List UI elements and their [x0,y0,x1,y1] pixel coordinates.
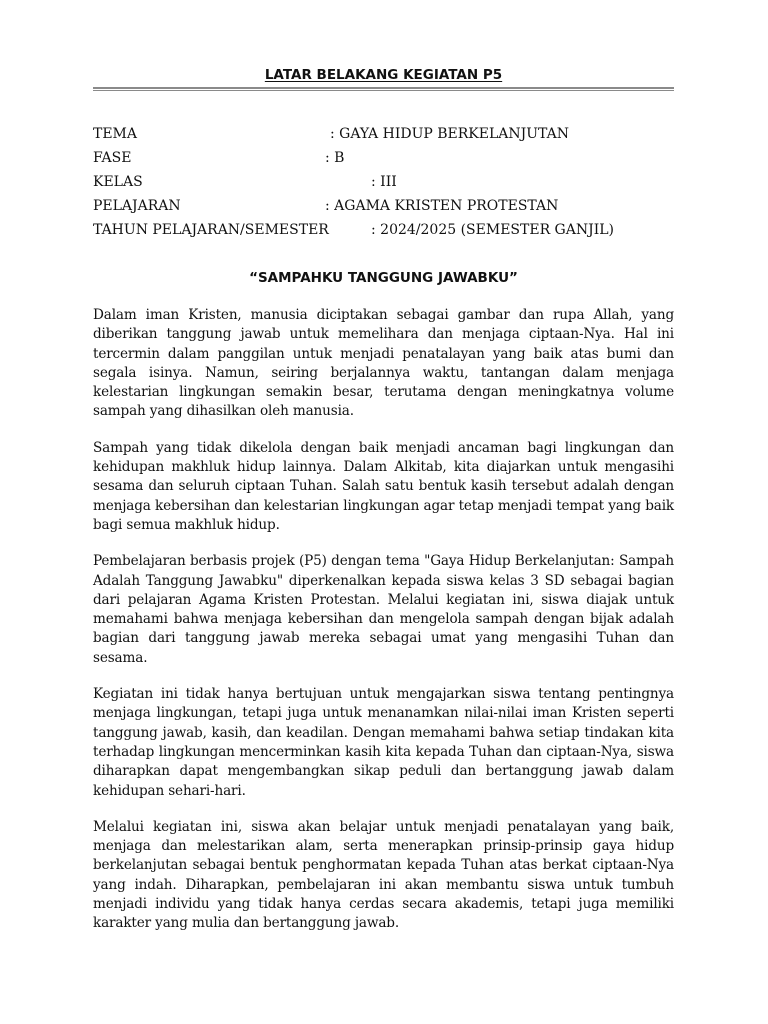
meta-value: : 2024/2025 (SEMESTER GANJIL) [371,222,615,238]
meta-row-fase [93,146,674,170]
paragraph: Melalui kegiatan ini, siswa akan belajar untuk menjadi penatalayan yang baik, menjaga dan melestarikan alam, serta menerapkan prinsip-prinsip gaya hidup berkelanjutan sebagai bentuk penghormatan kepada Tuhan atas berkat ciptaan-Nya yang indah. Diharapkan, pembelajaran ini akan membantu siswa untuk tumbuh menjadi individu yang tidak hanya cerdas secara akademis, tetapi juga memiliki karakter yang mulia dan bertanggung jawab. [93,818,674,932]
title-divider [93,87,674,91]
document-page [93,66,674,951]
meta-value: : GAYA HIDUP BERKELANJUTAN [330,126,569,142]
meta-label: TEMA [93,126,138,142]
meta-label: PELAJARAN [93,198,181,214]
metadata-block [93,122,674,242]
meta-value: : AGAMA KRISTEN PROTESTAN [325,198,559,214]
section-subtitle: “SAMPAHKU TANGGUNG JAWABKU” [249,270,518,286]
paragraph: Kegiatan ini tidak hanya bertujuan untuk mengajarkan siswa tentang pentingnya menjaga lingkungan, tetapi juga untuk menanamkan nilai-nilai iman Kristen seperti tanggung jawab, kasih, dan keadilan. Dengan memahami bahwa setiap tindakan kita terhadap lingkungan mencerminkan kasih kita kepada Tuhan dan ciptaan-Nya, siswa diharapkan dapat mengembangkan sikap peduli dan bertanggung jawab dalam kehidupan sehari-hari. [93,686,674,799]
body-text [93,306,674,934]
paragraph: Pembelajaran berbasis projek (P5) dengan tema "Gaya Hidup Berkelanjutan: Sampah Adalah Tanggung Jawabku" diperkenalkan kepada siswa kelas 3 SD sebagai bagian dari pelajaran Agama Kristen Protestan. Melalui kegiatan ini, siswa diajak untuk memahami bahwa menjaga kebersihan dan mengelola sampah dengan bijak adalah bagian dari tanggung jawab mereka sebagai umat yang mengasihi Tuhan dan sesama. [93,553,674,666]
meta-row-pelajaran [93,194,674,218]
meta-label: FASE [93,150,132,166]
paragraph: Sampah yang tidak dikelola dengan baik menjadi ancaman bagi lingkungan dan kehidupan makhluk hidup lainnya. Dalam Alkitab, kita diajarkan untuk mengasihi sesama dan seluruh ciptaan Tuhan. Salah satu bentuk kasih tersebut adalah dengan menjaga kebersihan dan kelestarian lingkungan agar tetap menjadi tempat yang baik bagi semua makhluk hidup. [93,439,674,533]
meta-row-kelas [93,170,674,194]
meta-label: TAHUN PELAJARAN/SEMESTER [93,222,329,238]
meta-row-tema [93,122,674,146]
document-title: LATAR BELAKANG KEGIATAN P5 [264,67,503,83]
meta-value: : B [325,150,345,166]
meta-value: : III [371,174,397,190]
paragraph: Dalam iman Kristen, manusia diciptakan sebagai gambar dan rupa Allah, yang diberikan tanggung jawab untuk memelihara dan menjaga ciptaan-Nya. Hal ini tercermin dalam panggilan untuk menjadi penatalayan yang baik atas bumi dan segala isinya. Namun, seiring berjalannya waktu, tantangan dalam menjaga kelestarian lingkungan semakin besar, terutama dengan meningkatnya volume sampah yang dihasilkan oleh manusia. [93,307,674,420]
meta-row-tahun-pelajaran [93,218,674,242]
meta-label: KELAS [93,174,143,190]
